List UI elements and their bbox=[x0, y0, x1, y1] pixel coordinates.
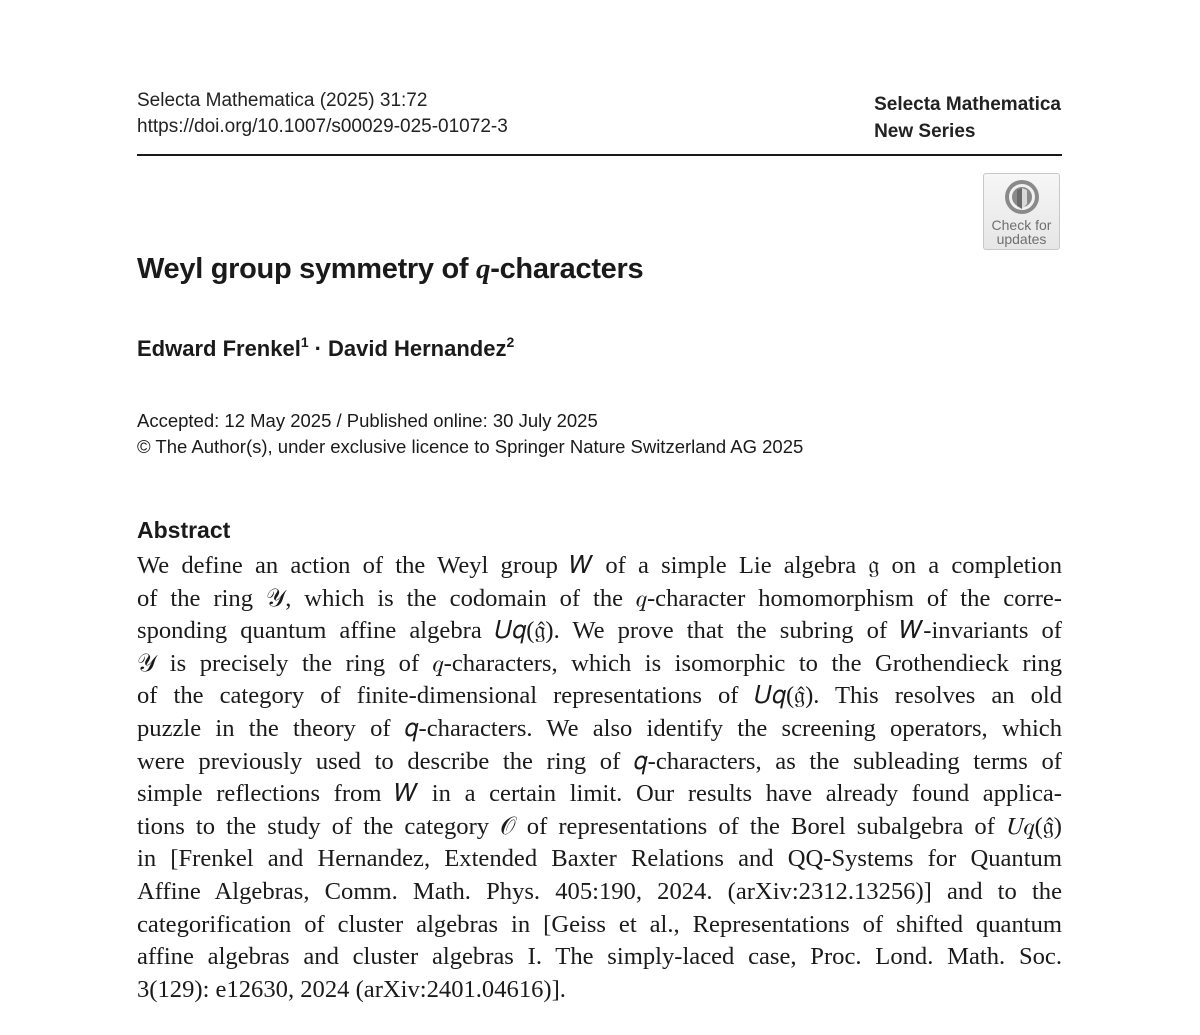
abstract-line: We define an action of the Weyl group 𝑊 of a simple Lie algebra 𝔤 on a completion bbox=[137, 552, 1062, 579]
journal-name: Selecta Mathematica bbox=[874, 94, 1061, 115]
abstract-line: 𝒴 is precisely the ring of 𝑞-characters, which is isomorphic to the Grothendieck ring bbox=[137, 649, 1062, 677]
abstract-heading: Abstract bbox=[137, 517, 231, 543]
author-separator: · bbox=[314, 336, 322, 361]
author-name[interactable]: David Hernandez bbox=[327, 336, 507, 361]
journal-series: New Series bbox=[874, 121, 976, 142]
check-for-updates-button[interactable] bbox=[983, 173, 1060, 250]
paper-title bbox=[137, 253, 643, 286]
author-name[interactable]: Edward Frenkel bbox=[137, 336, 301, 361]
title-text-end: -characters bbox=[490, 253, 644, 285]
badge-label-line1: Check for bbox=[991, 217, 1052, 233]
badge-label-line2: updates bbox=[996, 231, 1047, 247]
abstract-line: in [Frenkel and Hernandez, Extended Baxter Relations and QQ-Systems for Quantum bbox=[137, 845, 1062, 873]
abstract-line: affine algebras and cluster algebras I. The simply-laced case, Proc. Lond. Math. Soc. bbox=[137, 943, 1062, 971]
author-list bbox=[137, 334, 514, 362]
abstract-line: sponding quantum affine algebra 𝑈𝑞(𝔤̂). We prove that the subring of 𝑊-invariants of bbox=[137, 617, 1062, 645]
publication-info bbox=[137, 408, 803, 460]
abstract-line: Affine Algebras, Comm. Math. Phys. 405:190, 2024. (arXiv:2312.13256)] and to the bbox=[137, 877, 1062, 905]
abstract-line: simple reflections from 𝑊 in a certain limit. Our results have already found applica- bbox=[137, 780, 1062, 808]
title-math-q: q bbox=[476, 253, 491, 285]
abstract-line: categorification of cluster algebras in [Geiss et al., Representations of shifted quantum bbox=[137, 910, 1062, 938]
abstract-line: of the category of finite-dimensional representations of 𝑈𝑞(𝔤̂). This resolves an old bbox=[137, 682, 1062, 710]
abstract-line: of the ring 𝒴, which is the codomain of the 𝑞-character homomorphism of the corre- bbox=[137, 584, 1062, 612]
abstract-line: were previously used to describe the ring of 𝑞-characters, as the subleading terms of bbox=[137, 747, 1062, 775]
citation: Selecta Mathematica (2025) 31:72 bbox=[137, 90, 428, 111]
author-affiliation: 2 bbox=[506, 334, 515, 350]
journal-name-block bbox=[874, 91, 1061, 145]
doi-link[interactable]: https://doi.org/10.1007/s00029-025-01072-3 bbox=[137, 116, 508, 137]
title-text-start: Weyl group symmetry of bbox=[137, 253, 477, 285]
abstract-line: 3(129): e12630, 2024 (arXiv:2401.04616)]. bbox=[137, 975, 566, 1003]
abstract-line: tions to the study of the category 𝒪 of representations of the Borel subalgebra of 𝑈𝑞(𝔤̂) bbox=[137, 812, 1062, 840]
check-for-updates-icon bbox=[1003, 178, 1041, 216]
header-divider bbox=[137, 154, 1062, 156]
author-affiliation: 1 bbox=[300, 334, 309, 350]
citation-block bbox=[137, 88, 508, 140]
copyright-notice: © The Author(s), under exclusive licence to Springer Nature Switzerland AG 2025 bbox=[137, 436, 804, 457]
publication-dates: Accepted: 12 May 2025 / Published online: 30 July 2025 bbox=[137, 410, 598, 431]
abstract-line: puzzle in the theory of 𝑞-characters. We also identify the screening operators, which bbox=[137, 714, 1062, 742]
abstract-body bbox=[137, 550, 1062, 1006]
